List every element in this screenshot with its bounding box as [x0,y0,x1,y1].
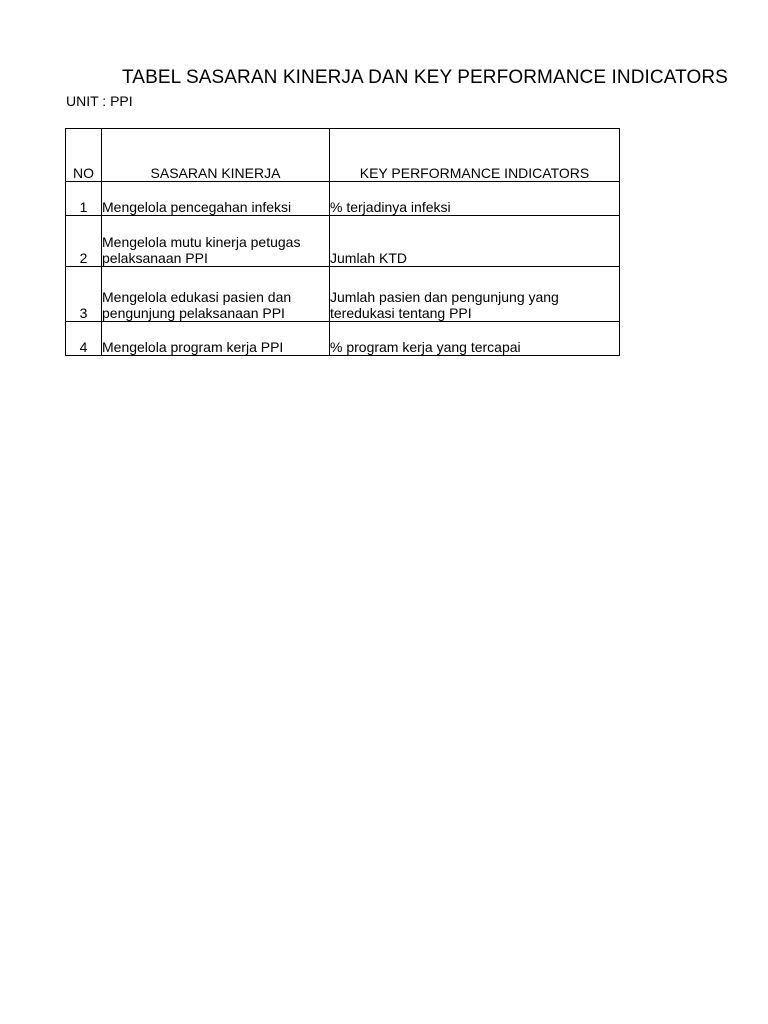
document-title-container [122,66,728,90]
document-title: TABEL SASARAN KINERJA DAN KEY PERFORMANCE INDICATORS [122,67,728,88]
row-number: 2 [66,216,102,267]
table-row [66,182,620,216]
cell-line: Mengelola pencegahan infeksi [102,199,292,215]
sasaran-kinerja-cell [102,322,330,356]
header-sasaran-kinerja: SASARAN KINERJA [102,129,330,182]
sasaran-kinerja-cell [102,216,330,267]
cell-line: Mengelola program kerja PPI [102,339,284,355]
row-number: 4 [66,322,102,356]
cell-line: Mengelola mutu kinerja petugas [102,234,301,250]
row-number: 3 [66,267,102,322]
table-row [66,322,620,356]
cell-line: % terjadinya infeksi [330,199,451,215]
cell-line: Jumlah KTD [330,250,408,266]
sasaran-kinerja-cell [102,267,330,322]
header-kpi: KEY PERFORMANCE INDICATORS [330,129,620,182]
table-header-row [66,129,620,182]
unit-label: UNIT : PPI [66,93,133,109]
kpi-cell [330,182,620,216]
cell-line: pelaksanaan PPI [102,250,208,266]
table-row [66,267,620,322]
cell-line: % program kerja yang tercapai [330,339,521,355]
cell-line: pengunjung pelaksanaan PPI [102,305,285,321]
cell-line: teredukasi tentang PPI [330,305,472,321]
kpi-table [65,128,620,356]
row-number: 1 [66,182,102,216]
sasaran-kinerja-cell [102,182,330,216]
kpi-cell [330,267,620,322]
header-no: NO [66,129,102,182]
kpi-cell [330,322,620,356]
kpi-cell [330,216,620,267]
table-row [66,216,620,267]
cell-line: Mengelola edukasi pasien dan [102,289,292,305]
cell-line: Jumlah pasien dan pengunjung yang [330,289,559,305]
